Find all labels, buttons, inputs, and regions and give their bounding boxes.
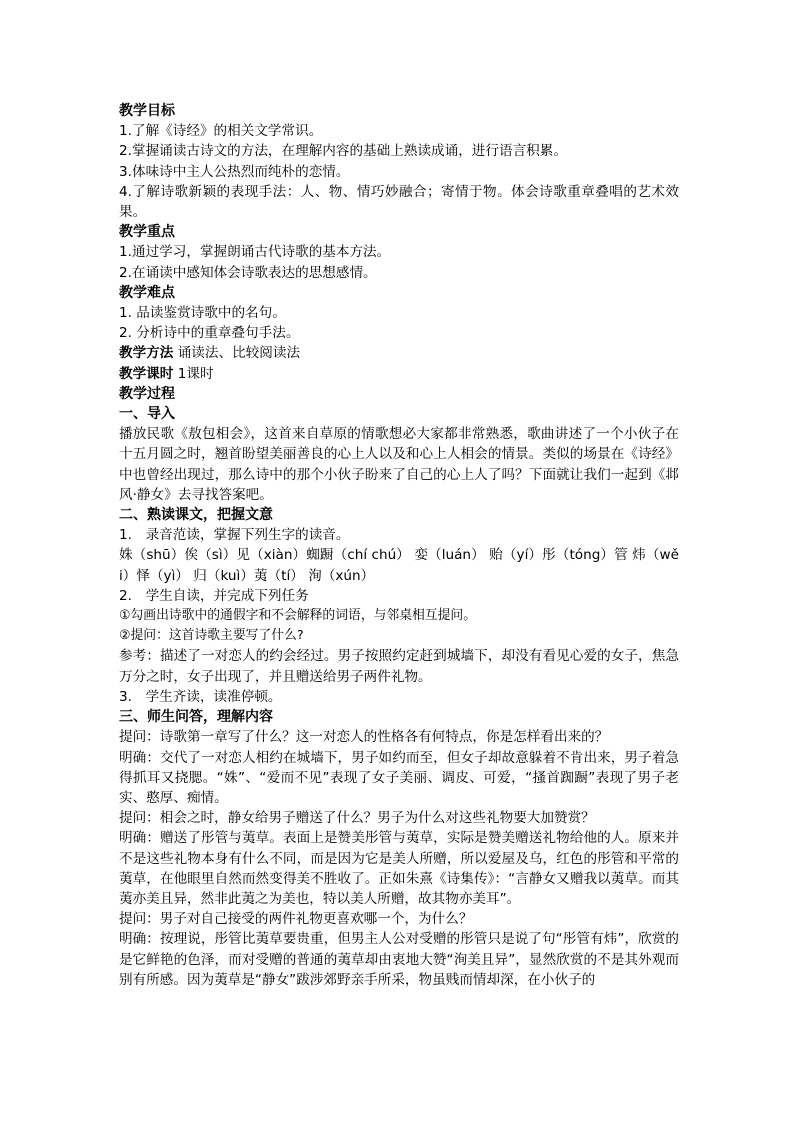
objective-1: 1.了解《诗经》的相关文学常识。 xyxy=(119,123,323,140)
objective-3: 3.体味诗中主人公热烈而纯朴的恋情。 xyxy=(119,163,350,180)
focus-2: 2.在诵读中感知体会诗歌表达的思想感情。 xyxy=(119,264,377,281)
difficulty-2: 2. 分析诗中的重章叠句手法。 xyxy=(119,325,300,342)
section2-pinyin: 姝（shū）俟（sì）见（xiàn）蜘蹰（chí chú） 娈（luán） 贻（yí）彤（tóng）管 炜（wěi）怿（yì） 归（kuì）荑（tí） 洵（xún） xyxy=(119,547,679,584)
section2-task2: ②提问：这首诗歌主要写了什么? xyxy=(119,628,304,644)
section1-title: 一、导入 xyxy=(119,406,175,423)
focus-1: 1.通过学习，掌握朗诵古代诗歌的基本方法。 xyxy=(119,244,391,261)
section2-item2: 2. 学生自读，并完成下列任务 xyxy=(119,587,309,604)
heading-difficulty: 教学难点 xyxy=(119,284,175,301)
question-1: 提问：诗歌第一章写了什么？这一对恋人的性格各有何特点，你是怎样看出来的？ xyxy=(119,729,609,746)
section2-reference: 参考：描述了一对恋人的约会经过。男子按照约定赶到城墙下，却没有看见心爱的女子，焦急万分之时，女子出现了，并且赠送给男子两件礼物。 xyxy=(119,648,679,685)
question-3: 提问：男子对自己接受的两件礼物更喜欢哪一个，为什么？ xyxy=(119,911,473,928)
heading-focus: 教学重点 xyxy=(119,224,175,241)
document-page xyxy=(119,101,679,990)
section1-text: 播放民歌《敖包相会》，这首来自草原的情歌想必大家都非常熟悉，歌曲讲述了一个小伙子在十五月圆之时，翘首盼望美丽善良的心上人以及和心上人相会的情景。类似的场景在《诗经》中也曾经出现过，那么诗中的那个小伙子盼来了自己的心上人了吗？下面就让我们一起到《邶风·静女》去寻找答案吧。 xyxy=(119,426,679,503)
teaching-hours xyxy=(119,364,679,384)
question-2: 提问：相会之时，静女给男子赠送了什么？男子为什么对这些礼物要大加赞赏？ xyxy=(119,810,595,827)
heading-process: 教学过程 xyxy=(119,385,175,402)
section2-title: 二、熟读课文，把握文意 xyxy=(119,507,273,524)
hours-value: 1课时 xyxy=(173,365,214,382)
answer-1: 明确：交代了一对恋人相约在城墙下，男子如约而至，但女子却故意躲着不肯出来，男子着急得抓耳又挠腮。“姝”、“爱而不见”表现了女子美丽、调皮、可爱，“搔首踟蹰”表现了男子老实、憨厚、痴情。 xyxy=(119,749,679,806)
answer-2: 明确：赠送了彤管与荑草。表面上是赞美彤管与荑草，实际是赞美赠送礼物给他的人。原来并不是这些礼物本身有什么不同，而是因为它是美人所赠，所以爱屋及乌，红色的彤管和平常的荑草，在他眼里自然而然变得美不胜收了。正如朱熹《诗集传》：“言静女又赠我以荑草。而其荑亦美且异，然非此荑之为美也，特以美人所赠，故其物亦美耳”。 xyxy=(119,830,679,907)
difficulty-1: 1. 品读鉴赏诗歌中的名句。 xyxy=(119,305,286,322)
section2-item3: 3. 学生齐读，读准停顿。 xyxy=(119,688,282,705)
objective-4: 4.了解诗歌新颖的表现手法：人、物、情巧妙融合；寄情于物。体会诗歌重章叠唱的艺术效果。 xyxy=(119,183,679,221)
objective-2: 2.掌握诵读古诗文的方法，在理解内容的基础上熟读成诵，进行语言积累。 xyxy=(119,143,567,160)
section3-title: 三、师生问答，理解内容 xyxy=(119,709,273,726)
method-label: 教学方法 xyxy=(119,345,174,362)
answer-3: 明确：按理说，彤管比荑草要贵重，但男主人公对受赠的彤管只是说了句“彤管有炜”，欣赏的是它鲜艳的色泽，而对受赠的普通的荑草却由衷地大赞“洵美且异”，显然欣赏的不是其外观而别有所感。因为荑草是“静女”跋涉郊野亲手所采，物虽贱而情却深，在小伙子的 xyxy=(119,931,679,988)
hours-label: 教学课时 xyxy=(119,365,174,382)
heading-objectives: 教学目标 xyxy=(119,103,175,119)
section2-task1: ①勾画出诗歌中的通假字和不会解释的词语，与邻桌相互提问。 xyxy=(119,608,476,624)
section2-item1: 1. 录音范读，掌握下列生字的读音。 xyxy=(119,527,350,544)
method-value: 诵读法、比较阅读法 xyxy=(173,345,301,362)
teaching-method xyxy=(119,343,679,363)
